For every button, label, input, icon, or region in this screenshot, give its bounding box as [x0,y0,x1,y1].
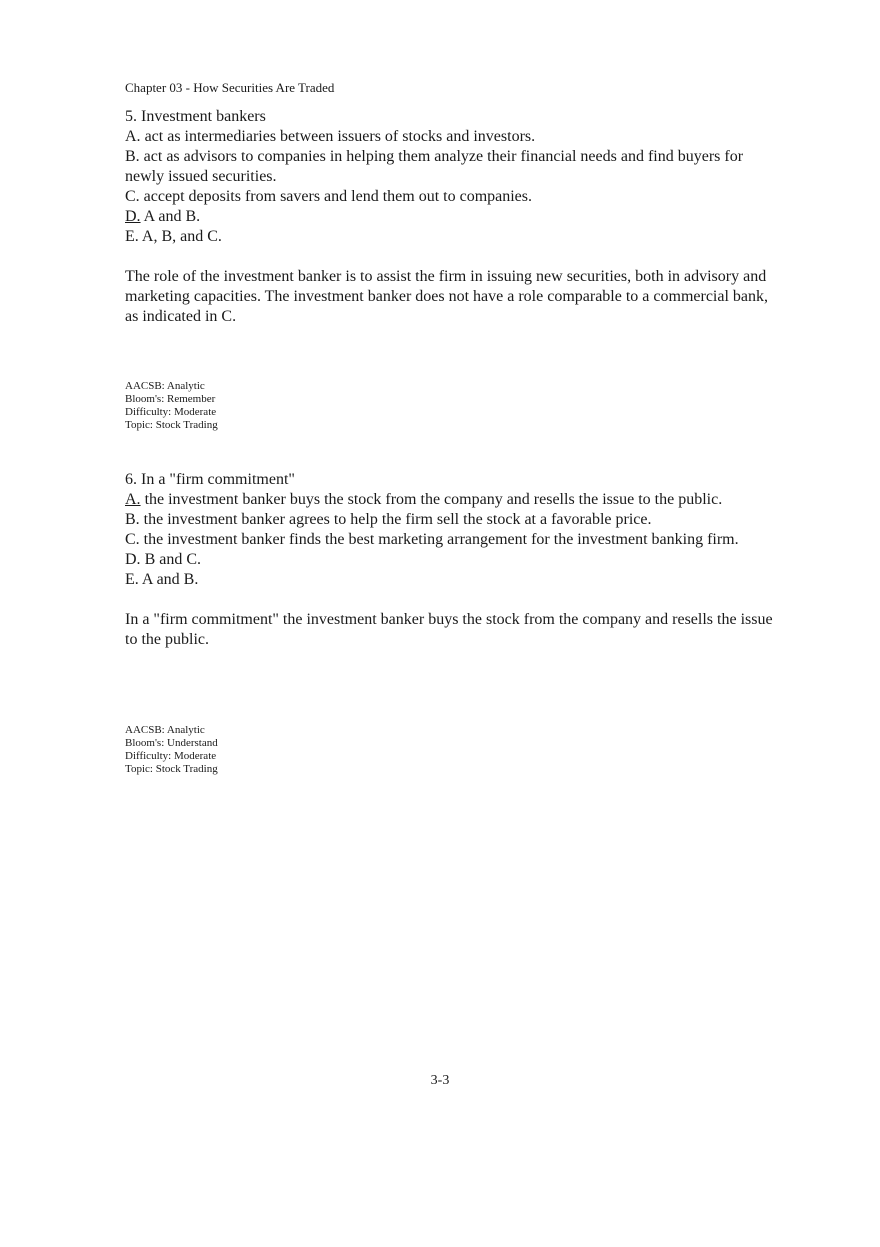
aacsb-tag: AACSB: Analytic [125,380,205,392]
option-d [125,550,785,570]
difficulty-tag: Difficulty: Moderate [125,750,217,762]
aacsb-tag: AACSB: Analytic [125,724,205,736]
option-text: the investment banker finds the best marketing arrangement for the investment banking firm. [139,531,739,548]
chapter-header: Chapter 03 - How Securities Are Traded [125,80,335,95]
correct-option-letter: D. [125,208,141,225]
explanation: In a "firm commitment" the investment banker buys the stock from the company and resells the issue to the public. [125,611,773,648]
option-text: A and B. [140,208,201,225]
question-stem: 5. Investment bankers [125,108,266,125]
option-c [125,530,785,550]
option-e [125,570,785,590]
option-b [125,147,785,187]
option-letter: B. [125,511,140,528]
option-b [125,510,785,530]
question-5 [125,107,785,327]
question-5-metadata [125,380,218,432]
explanation: The role of the investment banker is to assist the firm in issuing new securities, both in advisory and marketing capacities. The investment banker does not have a role comparable to a commercial bank, as indicated in C. [125,268,769,325]
option-text: the investment banker agrees to help the firm sell the stock at a favorable price. [139,511,652,528]
option-letter: B. [125,148,140,165]
option-c [125,187,785,207]
option-text: act as advisors to companies in helping them analyze their financial needs and find buyers for newly issued securities. [125,148,744,185]
question-6-metadata [125,724,218,776]
option-text: the investment banker buys the stock from the company and resells the issue to the public. [140,491,723,508]
page-number: 3-3 [430,1073,450,1088]
question-stem: 6. In a "firm commitment" [125,471,295,488]
option-e [125,227,785,247]
option-text: B and C. [140,551,202,568]
option-letter: A. [125,128,141,145]
blooms-tag: Bloom's: Understand [125,737,218,749]
blooms-tag: Bloom's: Remember [125,393,216,405]
correct-option-letter: A. [125,491,141,508]
option-d [125,207,785,227]
option-a [125,490,785,510]
option-a [125,127,785,147]
topic-tag: Topic: Stock Trading [125,419,218,431]
option-text: A and B. [138,571,199,588]
option-letter: C. [125,188,140,205]
option-text: accept deposits from savers and lend them out to companies. [139,188,533,205]
option-letter: E. [125,571,139,588]
topic-tag: Topic: Stock Trading [125,763,218,775]
difficulty-tag: Difficulty: Moderate [125,406,217,418]
option-letter: E. [125,228,139,245]
option-letter: D. [125,551,141,568]
option-letter: C. [125,531,140,548]
option-text: A, B, and C. [138,228,222,245]
option-text: act as intermediaries between issuers of stocks and investors. [140,128,536,145]
question-6 [125,470,785,650]
